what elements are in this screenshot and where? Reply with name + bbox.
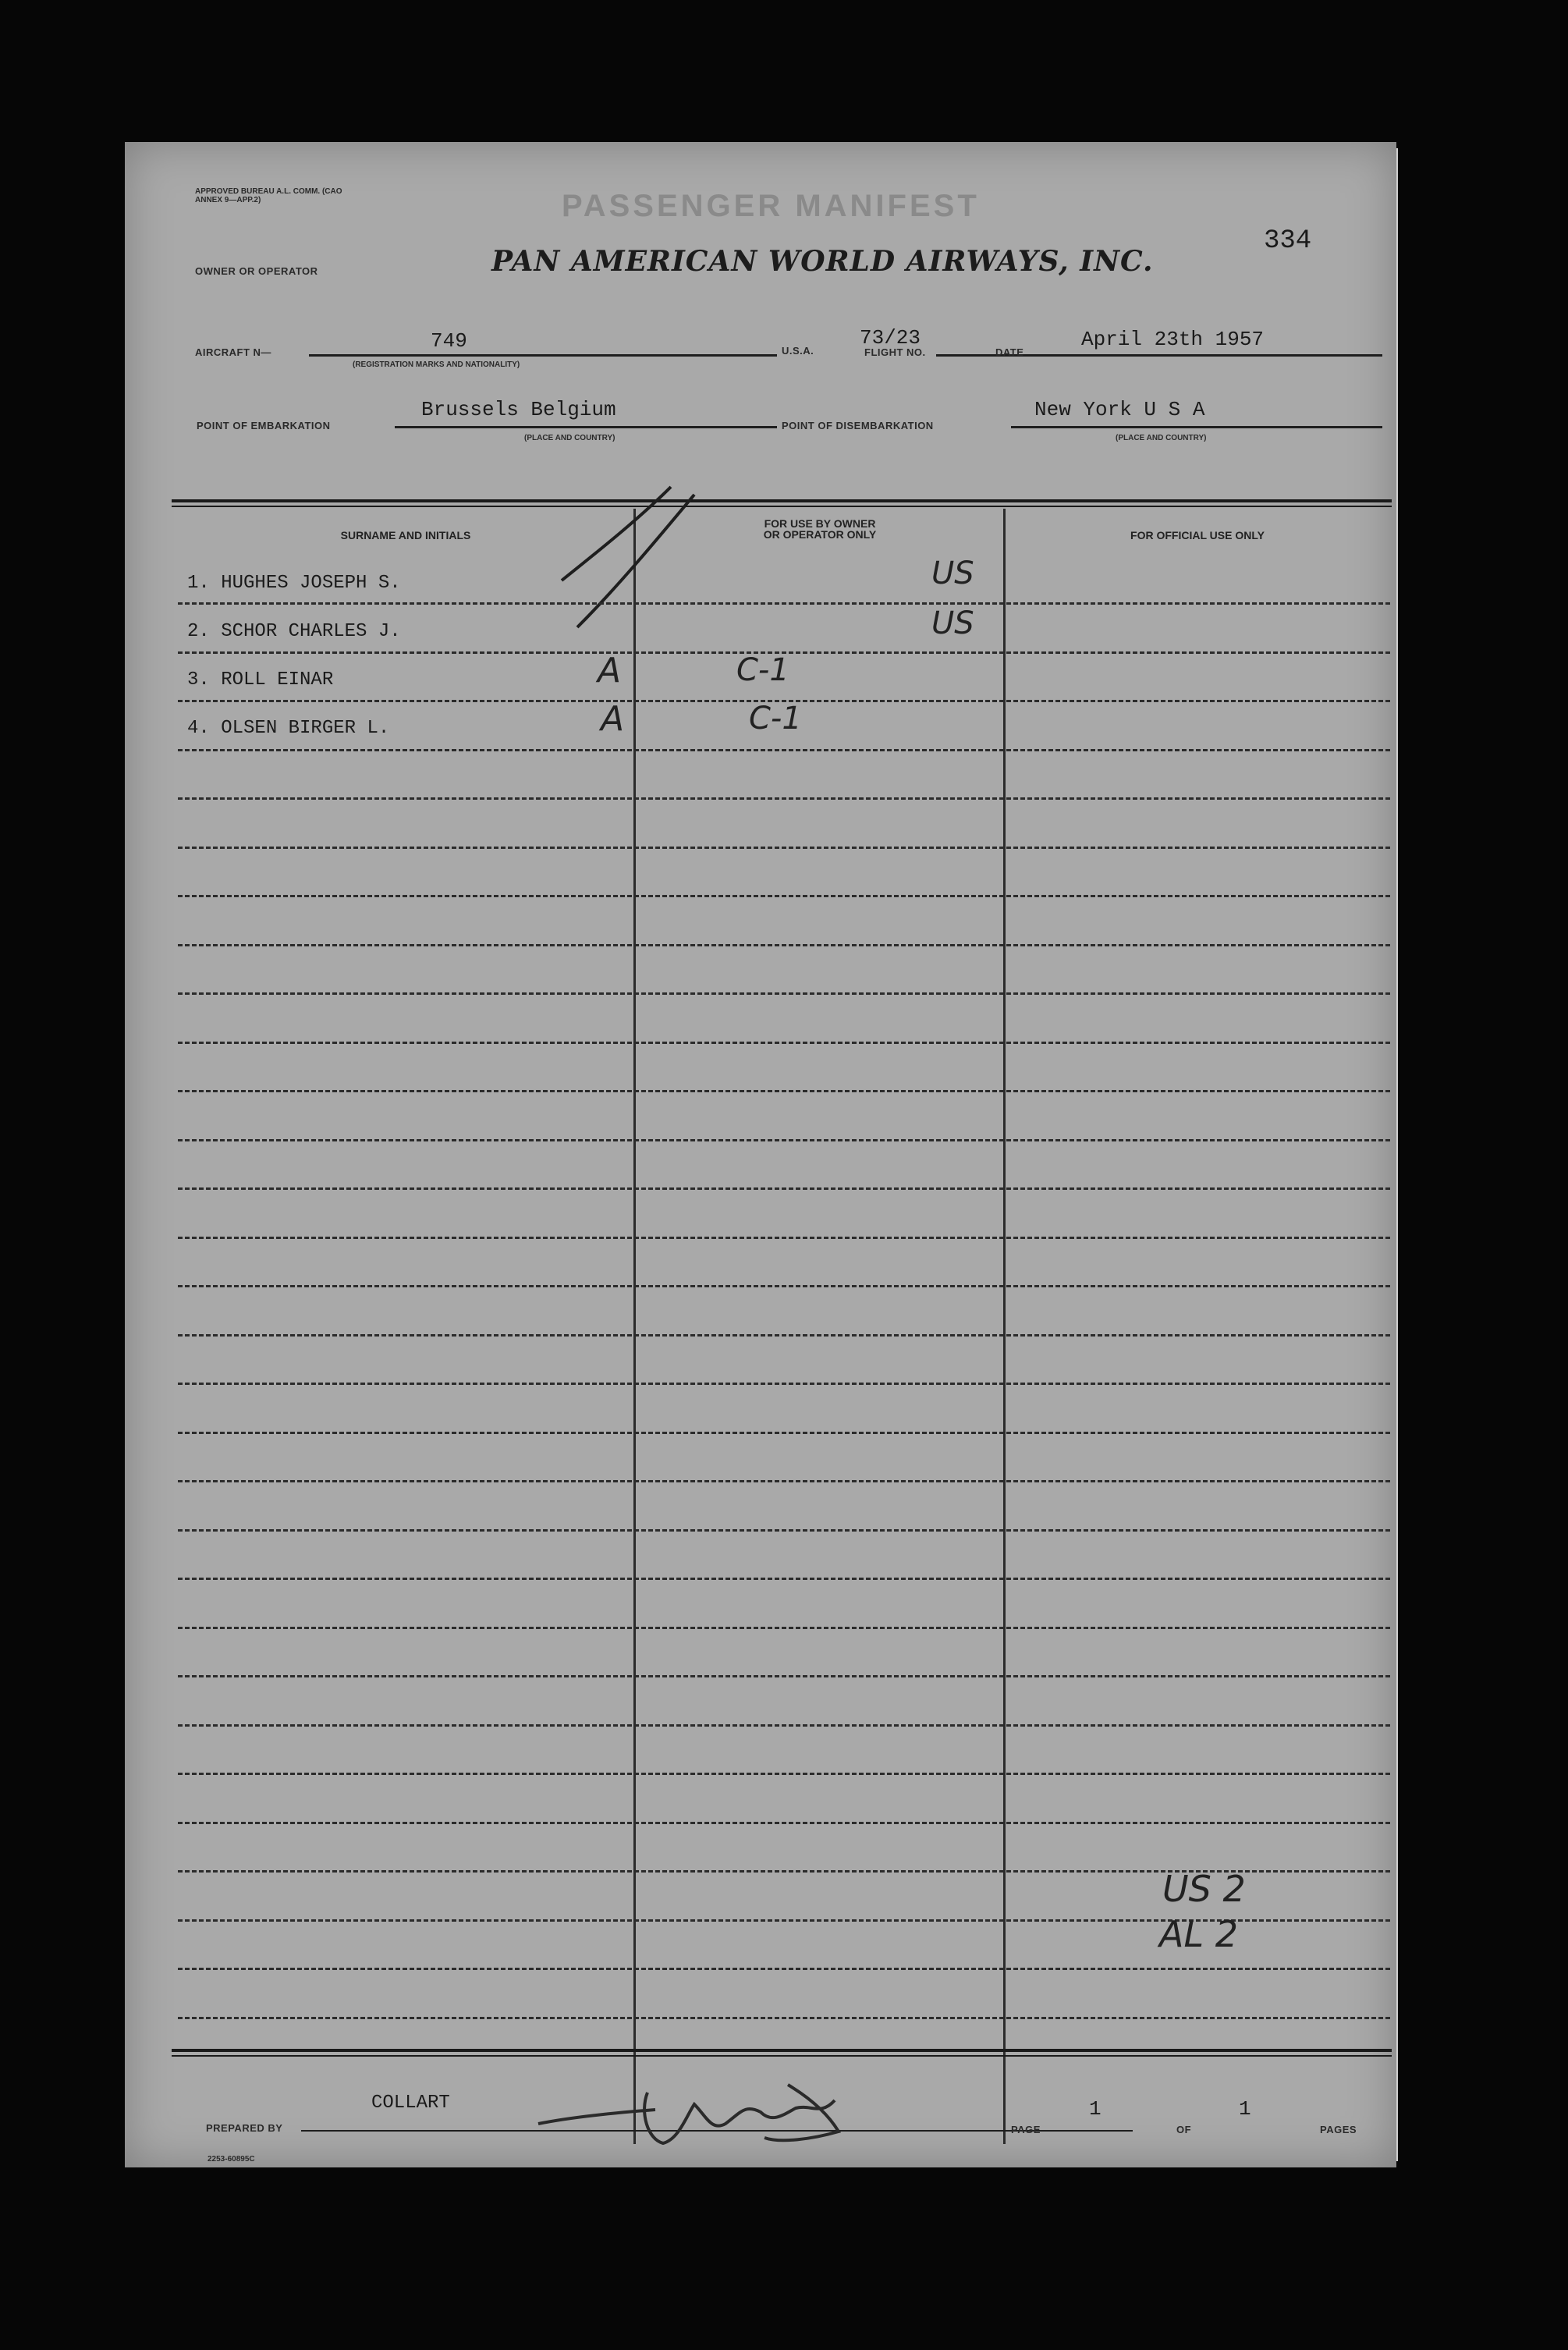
row-2-note: US bbox=[931, 605, 974, 641]
page-value: 1 bbox=[1089, 2097, 1102, 2121]
passenger-row-4: 4. OLSEN BIRGER L. bbox=[187, 718, 390, 739]
sheet-number: 334 bbox=[1264, 226, 1312, 256]
table-rule bbox=[178, 992, 1390, 997]
header-owner-use: FOR USE BY OWNER OR OPERATOR ONLY bbox=[763, 517, 877, 541]
flight-value: 73/23 bbox=[860, 326, 921, 350]
owner-value: PAN AMERICAN WORLD AIRWAYS, INC. bbox=[491, 245, 1154, 278]
date-label: DATE bbox=[995, 346, 1024, 358]
row-1-note: US bbox=[931, 556, 974, 591]
table-rule bbox=[178, 1773, 1390, 1777]
table-rule bbox=[178, 1968, 1390, 1972]
passenger-row-3: 3. ROLL EINAR bbox=[187, 669, 334, 690]
of-value: 1 bbox=[1239, 2097, 1251, 2121]
embark-sub: (PLACE AND COUNTRY) bbox=[524, 434, 615, 442]
usa-label: U.S.A. bbox=[782, 345, 814, 357]
table-rule bbox=[178, 1237, 1390, 1241]
page-label: PAGE bbox=[1011, 2124, 1041, 2135]
header-official-use: FOR OFFICIAL USE ONLY bbox=[1130, 529, 1265, 541]
table-rule bbox=[178, 602, 1390, 607]
row-4-note: C-1 bbox=[749, 701, 802, 737]
prepared-label: PREPARED BY bbox=[206, 2122, 283, 2134]
passenger-row-1: 1. HUGHES JOSEPH S. bbox=[187, 573, 401, 594]
table-rule bbox=[178, 1285, 1390, 1290]
table-rule bbox=[178, 1187, 1390, 1192]
table-rule bbox=[178, 1724, 1390, 1729]
aircraft-label: AIRCRAFT N— bbox=[195, 346, 271, 358]
table-rule bbox=[178, 895, 1390, 900]
table-rule bbox=[178, 1529, 1390, 1534]
aircraft-value: 749 bbox=[431, 329, 467, 353]
date-value: April 23th 1957 bbox=[1081, 328, 1265, 351]
table-rule bbox=[178, 797, 1390, 802]
header-surname: SURNAME AND INITIALS bbox=[340, 529, 471, 541]
manifest-sheet bbox=[125, 142, 1396, 2167]
table-rule bbox=[178, 1334, 1390, 1339]
table-rule bbox=[178, 1822, 1390, 1826]
table-rule bbox=[178, 1578, 1390, 1582]
table-rule bbox=[178, 1480, 1390, 1485]
form-title: PASSENGER MANIFEST bbox=[562, 189, 980, 223]
table-rule bbox=[178, 1627, 1390, 1631]
table-rule bbox=[178, 1139, 1390, 1144]
table-rule bbox=[178, 1090, 1390, 1095]
table-rule bbox=[178, 749, 1390, 754]
flight-label: FLIGHT NO. bbox=[864, 346, 926, 358]
form-code: 2253-60895C bbox=[208, 2155, 255, 2164]
row-3-note: C-1 bbox=[736, 652, 789, 688]
disembark-label: POINT OF DISEMBARKATION bbox=[782, 420, 934, 431]
row-4-mark: A bbox=[601, 699, 625, 739]
table-rule bbox=[178, 1383, 1390, 1387]
table-rule bbox=[178, 1432, 1390, 1436]
embark-value: Brussels Belgium bbox=[421, 398, 616, 421]
table-rule bbox=[178, 1042, 1390, 1046]
aircraft-sub: (REGISTRATION MARKS AND NATIONALITY) bbox=[353, 360, 520, 369]
tally-us: US 2 bbox=[1162, 1868, 1246, 1910]
signature bbox=[530, 2069, 858, 2155]
pages-label: PAGES bbox=[1320, 2124, 1357, 2135]
table-rule bbox=[178, 847, 1390, 851]
table-rule bbox=[178, 2017, 1390, 2022]
row-3-mark: A bbox=[598, 651, 622, 690]
disembark-value: New York U S A bbox=[1034, 398, 1205, 421]
column-divider-2 bbox=[1003, 509, 1006, 2144]
prepared-value: COLLART bbox=[371, 2093, 450, 2114]
owner-label: OWNER OR OPERATOR bbox=[195, 265, 318, 277]
tally-al: AL 2 bbox=[1159, 1913, 1238, 1955]
column-divider-1 bbox=[633, 509, 636, 2144]
approved-note: APPROVED BUREAU A.L. COMM. (CAO ANNEX 9—APP.2) bbox=[195, 187, 342, 204]
disembark-sub: (PLACE AND COUNTRY) bbox=[1116, 434, 1207, 442]
embark-label: POINT OF EMBARKATION bbox=[197, 420, 331, 431]
passenger-row-2: 2. SCHOR CHARLES J. bbox=[187, 621, 401, 642]
table-rule bbox=[178, 944, 1390, 949]
table-rule bbox=[178, 1675, 1390, 1680]
table-rule bbox=[178, 651, 1390, 656]
table-rule bbox=[178, 700, 1390, 705]
slash-marks bbox=[546, 463, 702, 666]
of-label: OF bbox=[1176, 2124, 1192, 2135]
